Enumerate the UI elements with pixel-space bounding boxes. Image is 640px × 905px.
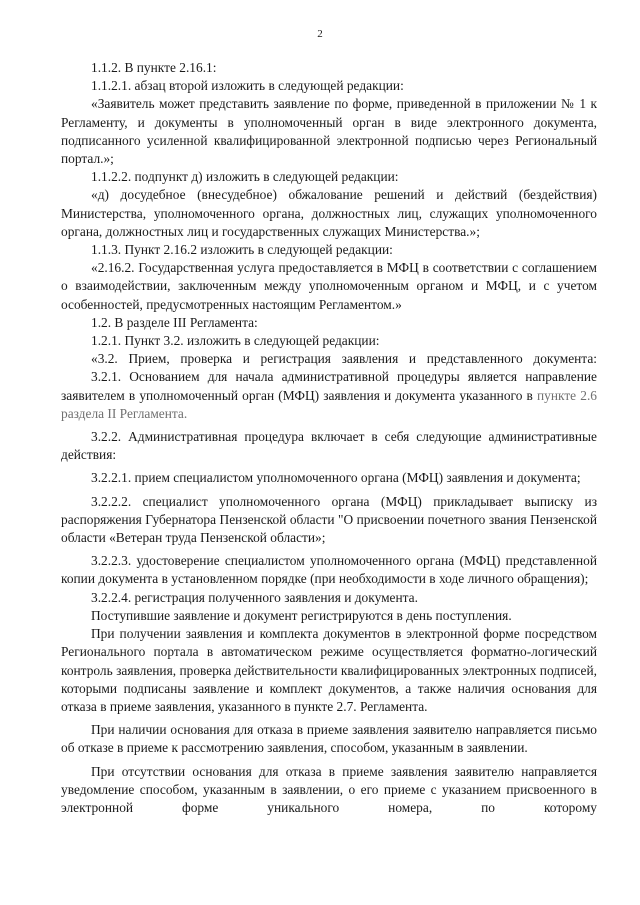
- paragraph-3-2-2-3: 3.2.2.3. удостоверение специалистом уполномоченного органа (МФЦ) представленной копии документа в установленном порядке (при необходимости в ходе личного обращения);: [61, 553, 597, 587]
- paragraph-3-2-1-reference: пункте 2.6 раздела II Регламента.: [61, 387, 597, 421]
- paragraph-1-1-2: 1.1.2. В пункте 2.16.1:: [91, 60, 217, 75]
- paragraph-3-2-1-text: 3.2.1. Основанием для начала административной процедуры является направление заявителем в уполномоченный орган (МФЦ) заявления и документа указанного в: [61, 369, 597, 403]
- paragraph-3-2-2-1: 3.2.2.1. прием специалистом уполномоченного органа (МФЦ) заявления и документа;: [91, 470, 581, 486]
- paragraph-1-2-1: 1.2.1. Пункт 3.2. изложить в следующей редакции:: [91, 333, 380, 349]
- paragraph-3-2-2: 3.2.2. Административная процедура включает в себя следующие административные действия:: [61, 429, 597, 463]
- paragraph-3-2-2-4: 3.2.2.4. регистрация полученного заявления и документа.: [91, 589, 418, 605]
- paragraph-electronic-receipt: При получении заявления и комплекта документов в электронной форме посредством Регионального портала в автоматическом режиме осуществляется форматно-логический контроль заявления, проверка действительности квалифицированных электронных подписей, которыми подписаны заявление и комплект документов, а также наличия основания для отказа в приеме заявления, указанного в пункте 2.7. Регламента.: [61, 626, 597, 714]
- page-number: 2: [317, 28, 323, 40]
- paragraph-quote-2-16-2: «2.16.2. Государственная услуга предоставляется в МФЦ в соответствии с соглашением о взаимодействии, заключенным между уполномоченным органом и МФЦ, и с учетом особенностей, предусмотренных настоящим Регламентом.»: [61, 260, 597, 312]
- paragraph-3-2-2-2: 3.2.2.2. специалист уполномоченного органа (МФЦ) прикладывает выписку из распоряжения Губернатора Пензенской области "О присвоении почетного звания Пензенской области «Ветеран труда Пензенской области»;: [61, 493, 597, 546]
- paragraph-registration: Поступившие заявление и документ регистрируются в день поступления.: [91, 607, 512, 623]
- paragraph-refusal: При наличии основания для отказа в приеме заявления заявителю направляется письмо об отказе в приеме к рассмотрению заявления, способом, указанным в заявлении.: [61, 722, 597, 756]
- paragraph-acceptance: При отсутствии основания для отказа в приеме заявления заявителю направляется уведомление способом, указанным в заявлении, о его приеме с указанием присвоенного в электронной форме уникального номера, по которому: [61, 763, 597, 815]
- paragraph-1-1-3: 1.1.3. Пункт 2.16.2 изложить в следующей редакции:: [91, 242, 393, 258]
- document-body: [61, 59, 597, 817]
- paragraph-quote-zayavitel: «Заявитель может представить заявление по форме, приведенной в приложении № 1 к Регламенту, и документы в уполномоченный орган в виде электронного документа, подписанного усиленной квалифицированной электронной подписью через Региональный портал.»;: [61, 96, 597, 167]
- paragraph-3-2-1: [61, 368, 597, 423]
- paragraph-1-1-2-2: 1.1.2.2. подпункт д) изложить в следующей редакции:: [91, 169, 399, 185]
- paragraph-quote-3-2: «3.2. Прием, проверка и регистрация заявления и представленного документа:: [91, 351, 597, 367]
- paragraph-quote-d: «д) досудебное (внесудебное) обжалование решений и действий (бездействия) Министерства, уполномоченного органа, должностных лиц, служащих уполномоченного органа, должностных лиц и государственных служащих Министерства.»;: [61, 187, 597, 239]
- paragraph-1-2: 1.2. В разделе III Регламента:: [91, 314, 258, 330]
- paragraph-1-1-2-1: 1.1.2.1. абзац второй изложить в следующей редакции:: [91, 78, 404, 94]
